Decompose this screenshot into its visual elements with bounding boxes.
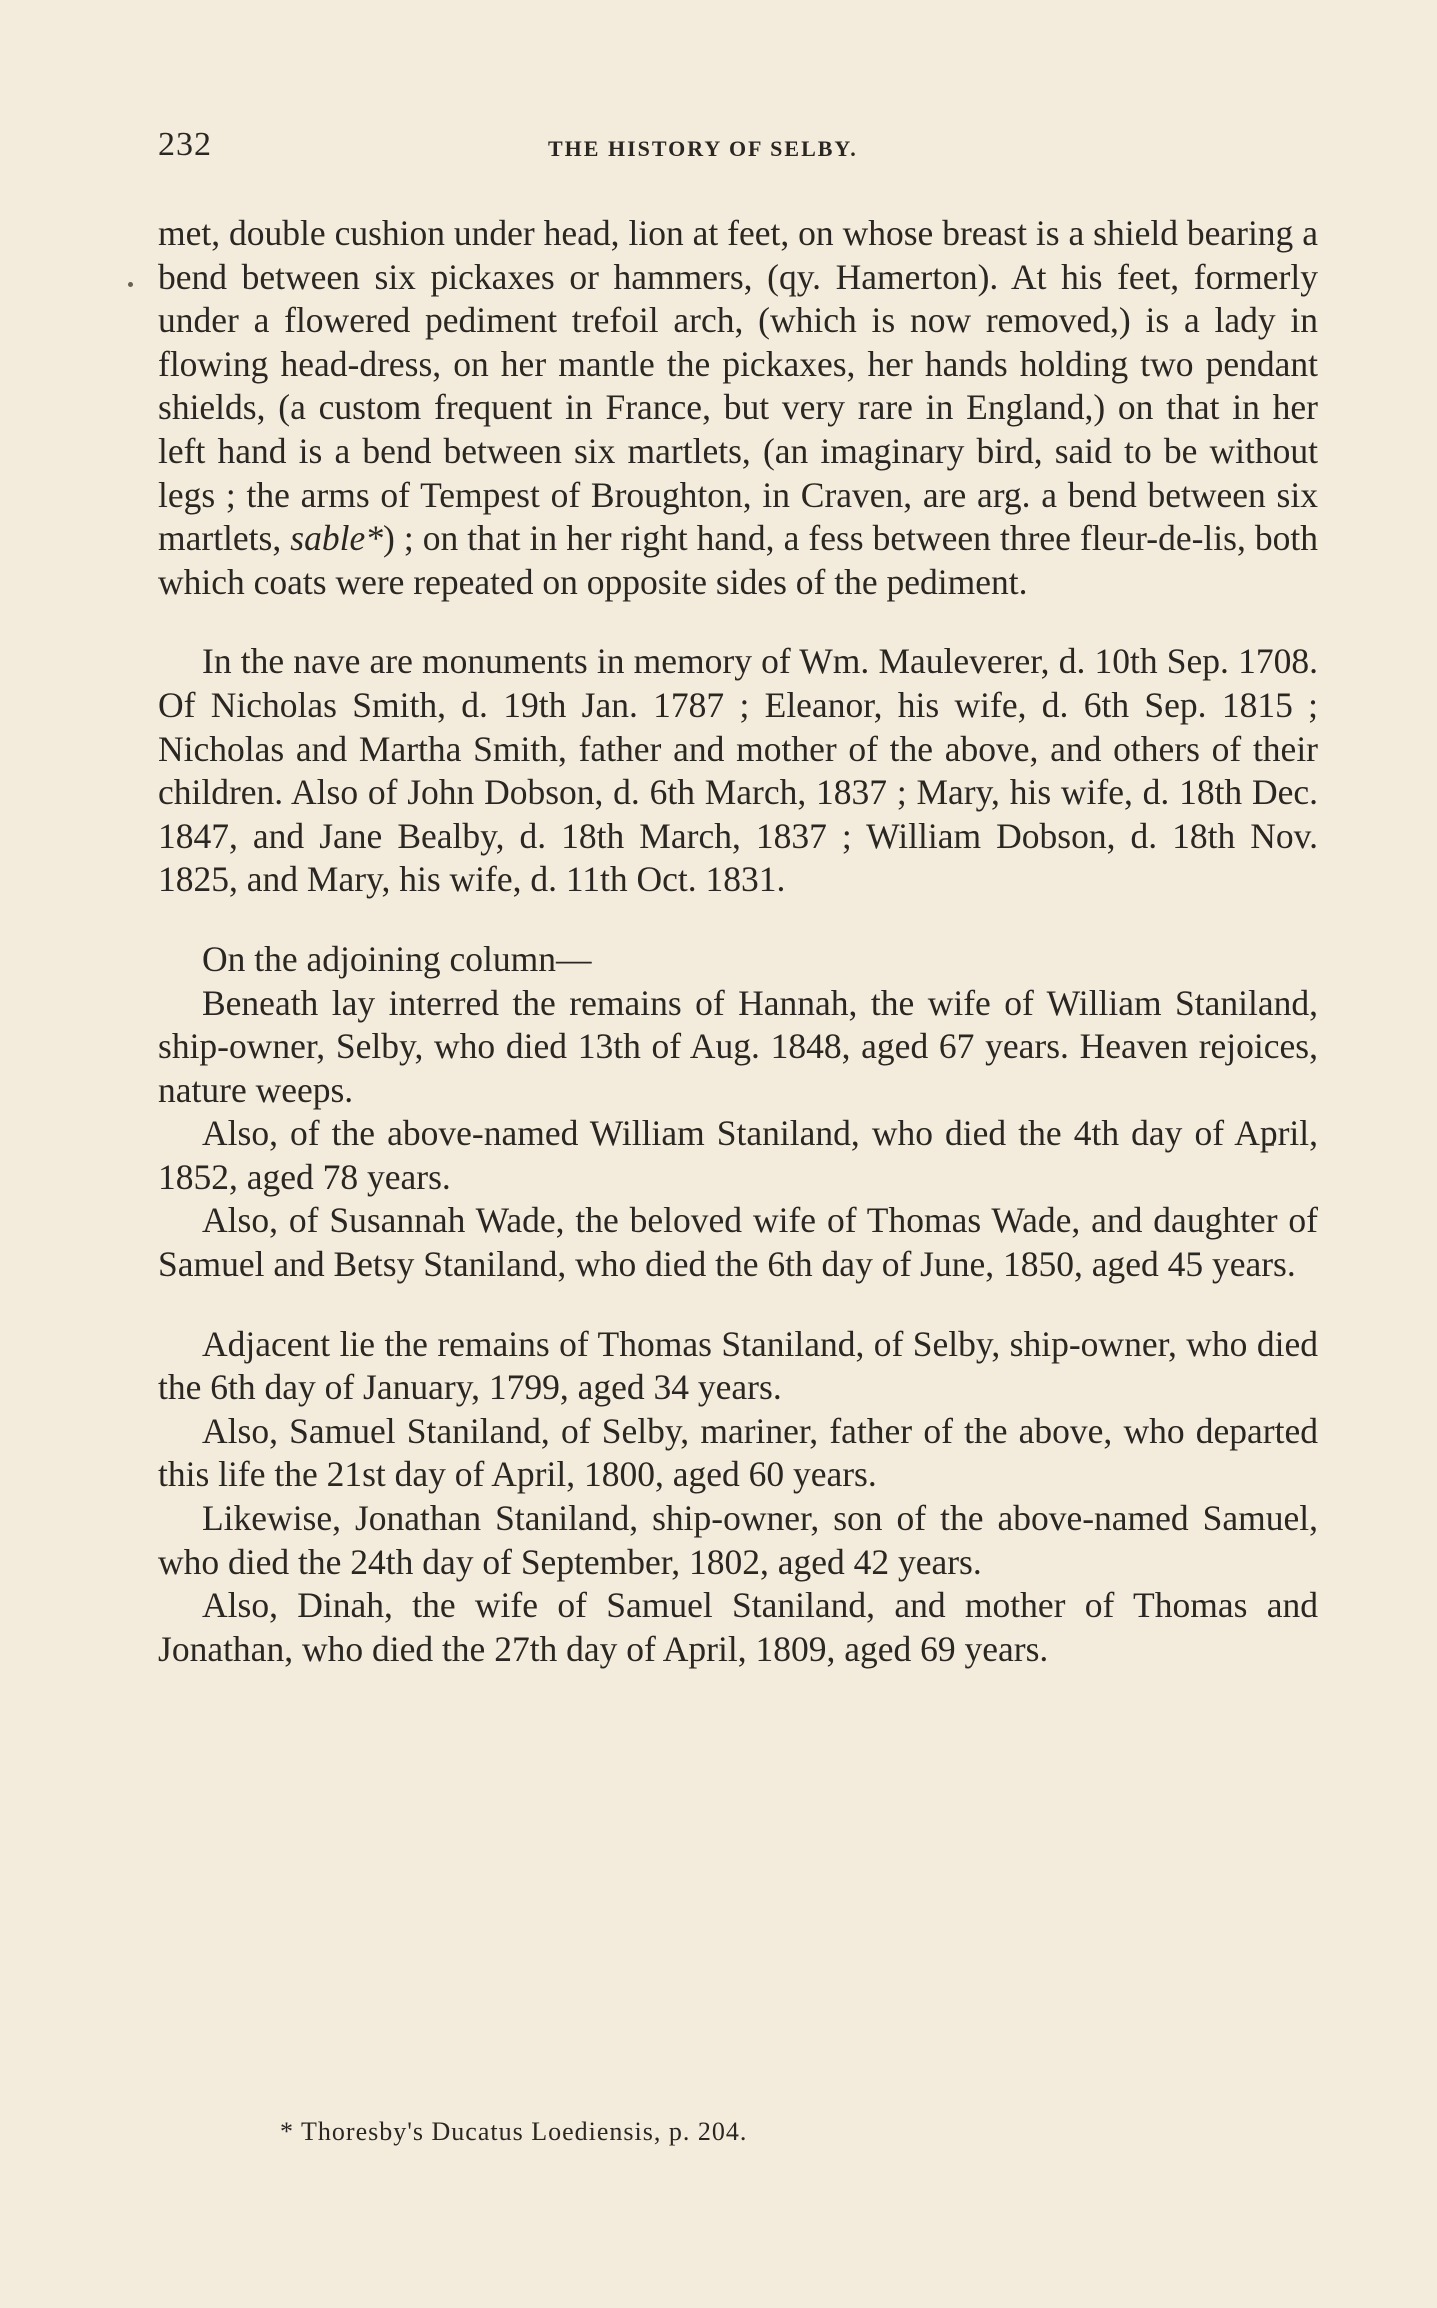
body-text — [158, 212, 1318, 1671]
paragraph-text: ) ; on that in her right hand, a fess between three fleur-de-lis, both which coats were repeated on opposite sides of the pediment. — [158, 518, 1318, 602]
footnote: * Thoresby's Ducatus Loediensis, p. 204. — [280, 2117, 748, 2146]
page-number: 232 — [158, 126, 212, 163]
paragraph-inscription: Also, Dinah, the wife of Samuel Staniland, and mother of Thomas and Jonathan, who died the 27th day of April, 1809, aged 69 years. — [158, 1585, 1318, 1669]
italic-term: sable* — [290, 518, 383, 559]
paragraph-inscription: Also, Samuel Staniland, of Selby, mariner, father of the above, who departed this life the 21st day of April, 1800, aged 60 years. — [158, 1410, 1318, 1495]
margin-mark-left — [128, 282, 133, 287]
running-title: THE HISTORY OF SELBY. — [548, 136, 858, 161]
page-header — [158, 126, 1318, 176]
paragraph-inscription: Adjacent lie the remains of Thomas Staniland, of Selby, ship-owner, who died the 6th day of January, 1799, aged 34 years. — [158, 1323, 1318, 1408]
paragraph-text: met, double cushion under head, lion at feet, on whose breast is a shield bearing a bend between six pickaxes or hammers, (qy. Hamerton). At his feet, formerly under a flowered pediment trefoil arch, (which is now removed,) is a lady in flowing head-dress, on her mantle the pickaxes, her hands holding two pendant shields, (a custom frequent in France, but very rare in England,) on that in her left hand is a bend between six martlets, (an imaginary bird, said to be without legs ; the arms of Tempest of Broughton, in Craven, are arg. a bend between six martlets, — [158, 213, 1318, 559]
paragraph-inscription: Also, of the above-named William Staniland, who died the 4th day of April, 1852, aged 78 years. — [158, 1113, 1318, 1197]
paragraph-inscription: Also, of Susannah Wade, the beloved wife of Thomas Wade, and daughter of Samuel and Betsy Staniland, who died the 6th day of June, 1850, aged 45 years. — [158, 1200, 1318, 1285]
paragraph-column-heading: On the adjoining column— — [202, 938, 592, 979]
paragraph-inscription: Beneath lay interred the remains of Hannah, the wife of William Staniland, ship-owner, Selby, who died 13th of Aug. 1848, aged 67 years. Heaven rejoices, nature weeps. — [158, 982, 1318, 1110]
paragraph-inscription: Likewise, Jonathan Staniland, ship-owner, son of the above-named Samuel, who died the 24th day of September, 1802, aged 42 years. — [158, 1498, 1318, 1582]
paragraph-nave-monuments: In the nave are monuments in memory of Wm. Mauleverer, d. 10th Sep. 1708. Of Nicholas Smith, d. 19th Jan. 1787 ; Eleanor, his wife, d. 6th Sep. 1815 ; Nicholas and Martha Smith, father and mother of the above, and others of their children. Also of John Dobson, d. 6th March, 1837 ; Mary, his wife, d. 18th Dec. 1847, and Jane Bealby, d. 18th March, 1837 ; William Dobson, d. 18th Nov. 1825, and Mary, his wife, d. 11th Oct. 1831. — [158, 641, 1318, 900]
paragraph-effigy-description — [158, 212, 1318, 604]
